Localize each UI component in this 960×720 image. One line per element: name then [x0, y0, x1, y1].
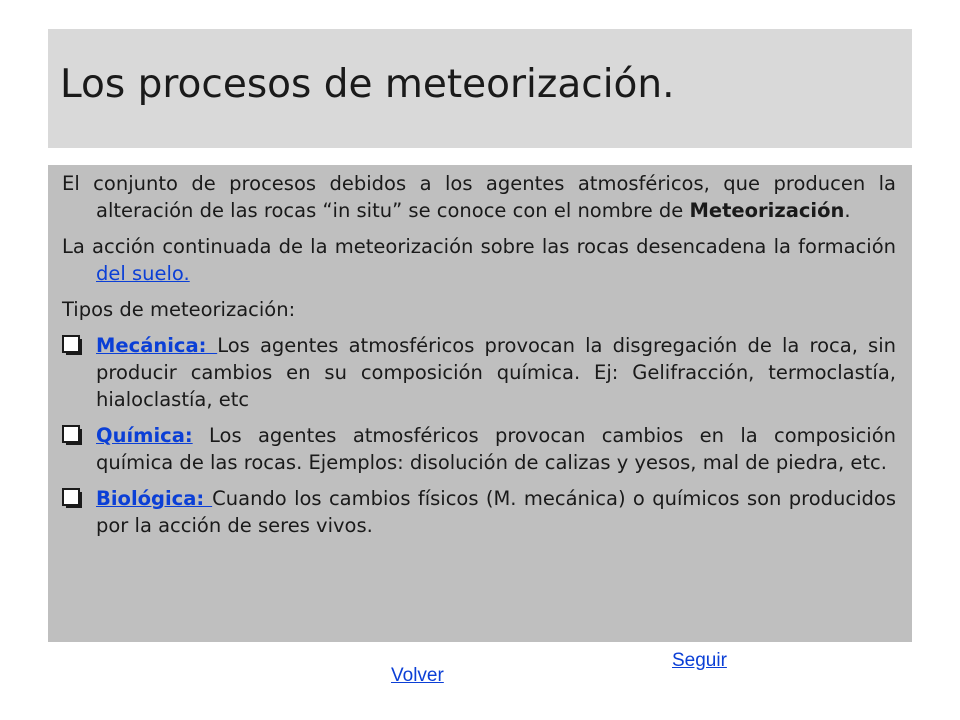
hollow-square-icon — [62, 335, 83, 356]
mechanical-text: Los agentes atmosféricos provocan la disgregación de la roca, sin producir cambios en su composición química. Ej: Gelifracción, termoclastía, hialoclastía, etc — [96, 334, 896, 411]
hollow-square-icon — [62, 488, 83, 509]
soil-text: La acción continuada de la meteorización sobre las rocas desencadena la formación — [62, 235, 896, 258]
next-link[interactable]: Seguir — [672, 650, 727, 671]
intro-paragraph — [62, 170, 896, 224]
slide-content — [62, 170, 896, 548]
chemical-text: Los agentes atmosféricos provocan cambios en la composición química de las rocas. Ejemplos: disolución de calizas y yesos, mal de piedra, etc. — [96, 424, 896, 474]
mechanical-link[interactable]: Mecánica: — [96, 334, 218, 357]
chemical-link[interactable]: Química: — [96, 424, 193, 447]
slide-title: Los procesos de meteorización. — [60, 62, 675, 107]
biological-link[interactable]: Biológica: — [96, 487, 213, 510]
bullet-biological — [62, 485, 896, 539]
soil-link[interactable]: del suelo. — [96, 262, 190, 285]
types-heading: Tipos de meteorización: — [62, 298, 296, 321]
soil-paragraph — [62, 233, 896, 287]
bullet-mechanical — [62, 332, 896, 413]
intro-text: El conjunto de procesos debidos a los agentes atmosféricos, que producen la alteración de las rocas “in situ” se conoce con el nombre de — [62, 172, 896, 222]
back-link[interactable]: Volver — [391, 665, 444, 686]
bullet-chemical — [62, 422, 896, 476]
meteorization-term: Meteorización — [689, 199, 845, 222]
biological-text: Cuando los cambios físicos (M. mecánica) o químicos son producidos por la acción de seres vivos. — [96, 487, 896, 537]
intro-period: . — [844, 199, 851, 222]
hollow-square-icon — [62, 425, 83, 446]
